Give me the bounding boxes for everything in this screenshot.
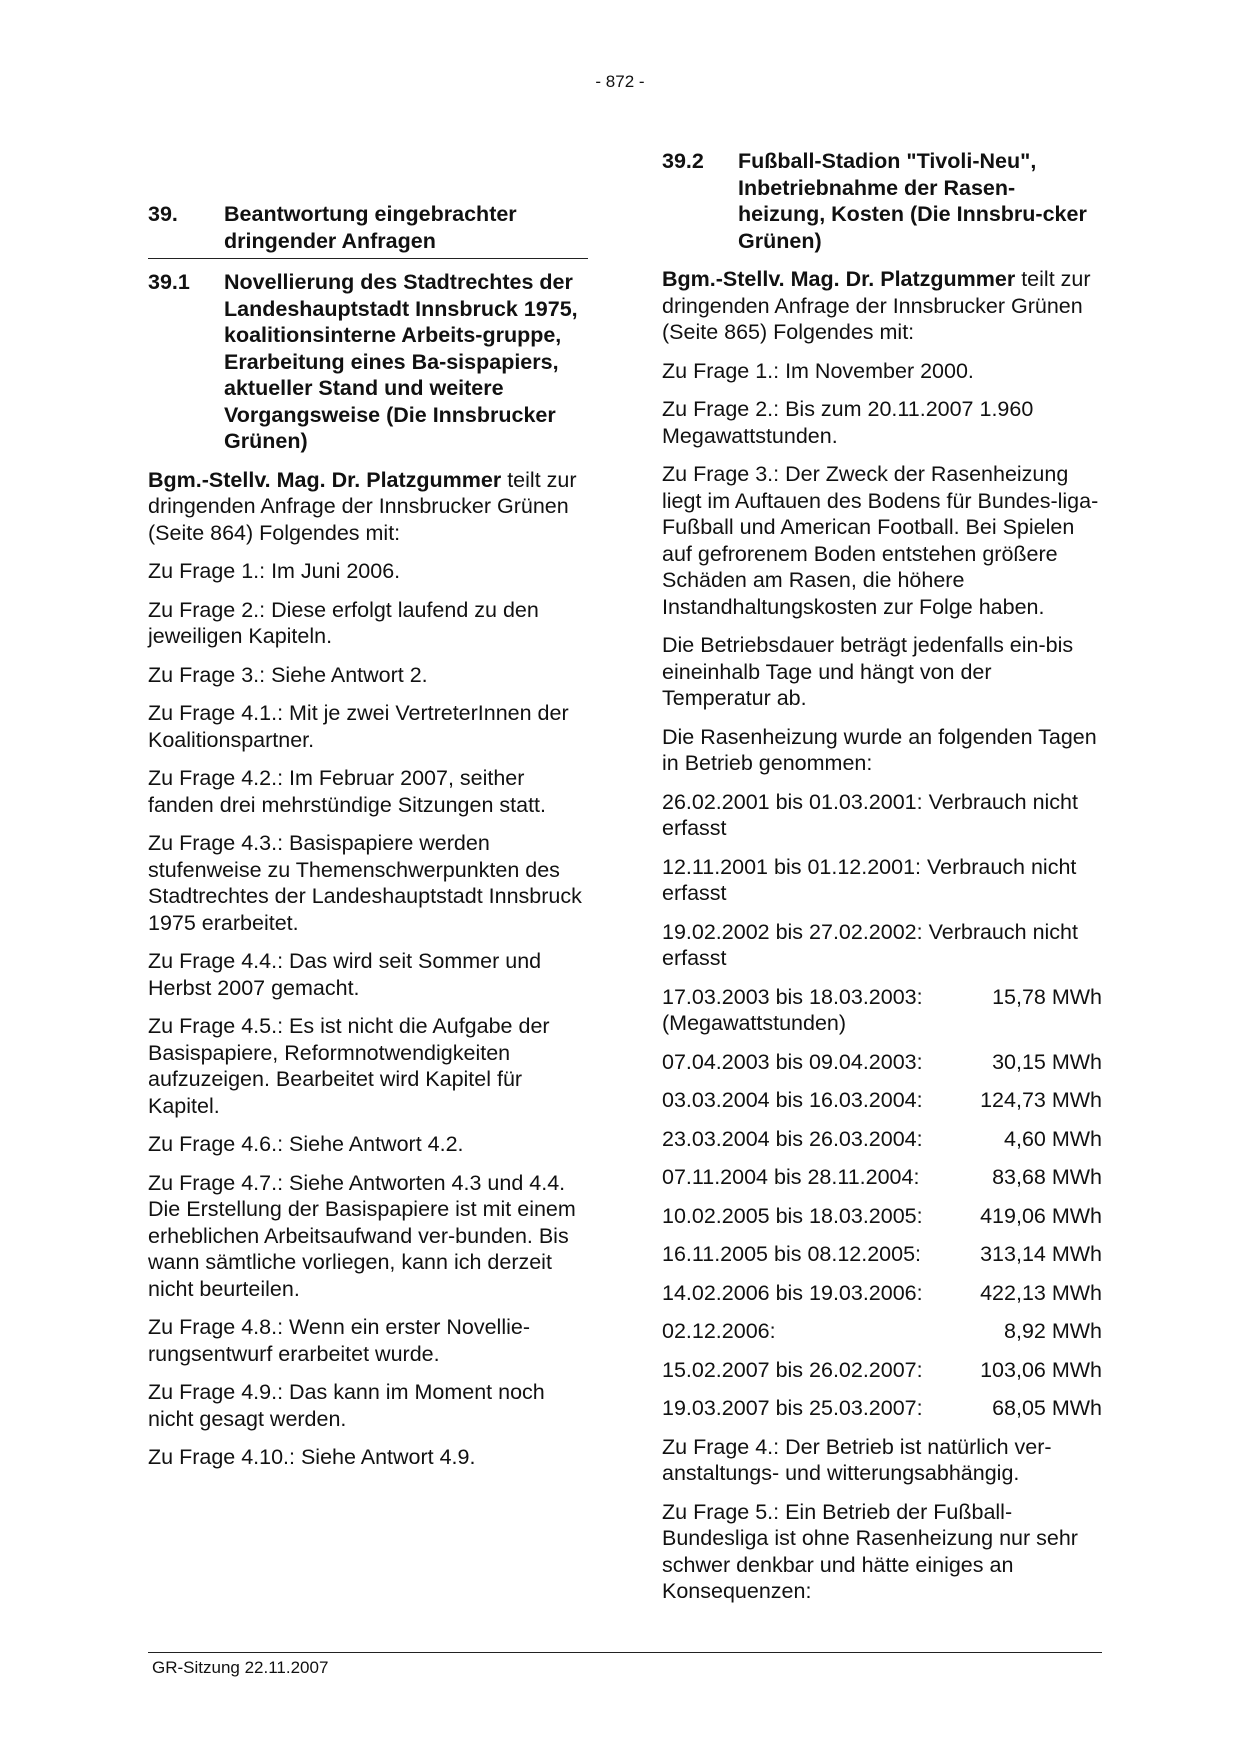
answer-paragraph: 12.11.2001 bis 01.12.2001: Verbrauch nicht erfasst xyxy=(662,854,1077,905)
consumption-row xyxy=(662,1049,1102,1076)
answer-paragraph: Zu Frage 4.3.: Basispapiere werden stufenweise zu Themenschwerpunkten des Stadtrechtes der Landeshauptstadt Innsbruck 1975 erarbeitet. xyxy=(148,831,582,935)
intro-text: teilt zur dringenden Anfrage der Innsbrucker Grünen (Seite 865) Folgendes mit: xyxy=(662,267,1091,344)
date-range: 14.02.2006 bis 19.03.2006: xyxy=(662,1280,923,1305)
date-range: 15.02.2007 bis 26.02.2007: xyxy=(662,1357,923,1382)
answer-paragraph: Zu Frage 1.: Im November 2000. xyxy=(662,358,974,383)
subsection-title: Novellierung des Stadtrechtes der Landeshauptstadt Innsbruck 1975, koalitionsinterne Arbeits-gruppe, Erarbeitung eines Ba-sispapiers, aktueller Stand und weitere Vorgangsweise (Die Innsbrucker Grünen) xyxy=(224,270,578,453)
consumption-value: 419,06 MWh xyxy=(980,1203,1102,1228)
consumption-row xyxy=(662,984,1102,1037)
intro-paragraph xyxy=(662,266,1102,346)
answer-paragraph: 26.02.2001 bis 01.03.2001: Verbrauch nicht erfasst xyxy=(662,789,1078,840)
consumption-value: 4,60 MWh xyxy=(1004,1126,1102,1151)
answer-paragraph: Zu Frage 4.1.: Mit je zwei VertreterInnen der Koalitionspartner. xyxy=(148,701,569,752)
consumption-note: (Megawattstunden) xyxy=(662,1011,847,1035)
consumption-row xyxy=(662,1395,1102,1422)
consumption-row xyxy=(662,1164,1102,1191)
consumption-value: 313,14 MWh xyxy=(980,1242,1102,1266)
answer-paragraph: Zu Frage 3.: Siehe Antwort 2. xyxy=(148,662,428,687)
speaker-name: Bgm.-Stellv. Mag. Dr. Platzgummer xyxy=(662,267,1016,291)
section-title: Beantwortung eingebrachter dringender Anfragen xyxy=(224,202,517,253)
subsection-heading-39-2 xyxy=(662,148,1102,254)
page-number: - 872 - xyxy=(595,72,645,91)
answer-paragraph: 19.02.2002 bis 27.02.2002: Verbrauch nicht erfasst xyxy=(662,919,1078,970)
right-column xyxy=(662,148,1102,1617)
date-range: 02.12.2006: xyxy=(662,1319,776,1343)
answer-paragraph: Zu Frage 4.: Der Betrieb ist natürlich ver-anstaltungs- und witterungsabhängig. xyxy=(662,1434,1052,1485)
footer-divider xyxy=(148,1652,1102,1653)
answer-paragraph: Zu Frage 4.5.: Es ist nicht die Aufgabe der Basispapiere, Reformnotwendigkeiten aufzuzeigen. Bearbeitet wird Kapitel für Kapitel. xyxy=(148,1014,550,1118)
subsection-title: Fußball-Stadion "Tivoli-Neu", Inbetriebnahme der Rasen-heizung, Kosten (Die Innsbru-cker Grünen) xyxy=(738,149,1087,253)
answer-paragraph: Zu Frage 4.2.: Im Februar 2007, seither fanden drei mehrstündige Sitzungen statt. xyxy=(148,766,547,817)
consumption-value: 68,05 MWh xyxy=(992,1396,1102,1420)
answer-paragraph: Zu Frage 4.7.: Siehe Antworten 4.3 und 4.4. Die Erstellung der Basispapiere ist mit einem erheblichen Arbeitsaufwand ver-bunden. Bis wann sämtliche vorliegen, kann ich derzeit nicht beurteilen. xyxy=(148,1170,576,1301)
consumption-value: 8,92 MWh xyxy=(1004,1319,1102,1343)
answer-paragraph: Zu Frage 5.: Ein Betrieb der Fußball-Bundesliga ist ohne Rasenheizung nur sehr schwer denkbar und hätte einiges an Konsequenzen: xyxy=(662,1499,1078,1603)
answer-paragraph: Die Betriebsdauer beträgt jedenfalls ein-bis eineinhalb Tage und hängt von der Temperatur ab. xyxy=(662,633,1074,710)
answer-paragraph: Zu Frage 4.6.: Siehe Antwort 4.2. xyxy=(148,1132,464,1156)
answer-paragraph: Die Rasenheizung wurde an folgenden Tagen in Betrieb genommen: xyxy=(662,724,1097,775)
consumption-row xyxy=(662,1126,1102,1153)
consumption-value: 15,78 MWh xyxy=(992,984,1102,1009)
date-range: 17.03.2003 bis 18.03.2003: xyxy=(662,984,923,1009)
date-range: 16.11.2005 bis 08.12.2005: xyxy=(662,1242,922,1266)
consumption-row xyxy=(662,1087,1102,1114)
answer-paragraph: Zu Frage 4.4.: Das wird seit Sommer und Herbst 2007 gemacht. xyxy=(148,949,542,1000)
footer-session-date: GR-Sitzung 22.11.2007 xyxy=(152,1658,329,1677)
consumption-value: 422,13 MWh xyxy=(980,1280,1102,1305)
speaker-name: Bgm.-Stellv. Mag. Dr. Platzgummer xyxy=(148,467,502,492)
date-range: 19.03.2007 bis 25.03.2007: xyxy=(662,1396,923,1420)
subsection-number: 39.1 xyxy=(148,270,190,294)
subsection-heading-39-1 xyxy=(148,269,588,455)
consumption-value: 83,68 MWh xyxy=(992,1165,1102,1189)
consumption-value: 30,15 MWh xyxy=(992,1049,1102,1074)
date-range: 07.11.2004 bis 28.11.2004: xyxy=(662,1165,920,1189)
intro-paragraph xyxy=(148,467,588,547)
intro-text: teilt zur dringenden Anfrage der Innsbrucker Grünen (Seite 864) Folgendes mit: xyxy=(148,467,577,545)
date-range: 03.03.2004 bis 16.03.2004: xyxy=(662,1088,923,1112)
consumption-row xyxy=(662,1203,1102,1230)
section-heading-39 xyxy=(148,201,588,259)
consumption-row xyxy=(662,1318,1102,1345)
answer-paragraph: Zu Frage 4.10.: Siehe Antwort 4.9. xyxy=(148,1445,476,1469)
date-range: 07.04.2003 bis 09.04.2003: xyxy=(662,1049,923,1074)
consumption-row xyxy=(662,1241,1102,1268)
consumption-row xyxy=(662,1280,1102,1307)
answer-paragraph: Zu Frage 4.8.: Wenn ein erster Novellie-rungsentwurf erarbeitet wurde. xyxy=(148,1315,530,1366)
consumption-value: 103,06 MWh xyxy=(980,1357,1102,1382)
date-range: 10.02.2005 bis 18.03.2005: xyxy=(662,1203,923,1228)
section-number: 39. xyxy=(148,202,178,226)
consumption-row xyxy=(662,1357,1102,1384)
answer-paragraph: Zu Frage 3.: Der Zweck der Rasenheizung liegt im Auftauen des Bodens für Bundes-liga-Fußball und American Football. Bei Spielen auf gefrorenem Boden entstehen größere Schäden am Rasen, die höhere Instandhaltungskosten zur Folge haben. xyxy=(662,462,1099,619)
consumption-value: 124,73 MWh xyxy=(980,1088,1102,1112)
answer-paragraph: Zu Frage 2.: Bis zum 20.11.2007 1.960 Megawattstunden. xyxy=(662,397,1034,448)
left-column xyxy=(148,148,588,1483)
answer-paragraph: Zu Frage 4.9.: Das kann im Moment noch nicht gesagt werden. xyxy=(148,1380,545,1431)
answer-paragraph: Zu Frage 1.: Im Juni 2006. xyxy=(148,559,401,583)
date-range: 23.03.2004 bis 26.03.2004: xyxy=(662,1126,923,1151)
subsection-number: 39.2 xyxy=(662,149,704,173)
answer-paragraph: Zu Frage 2.: Diese erfolgt laufend zu den jeweiligen Kapiteln. xyxy=(148,597,539,648)
